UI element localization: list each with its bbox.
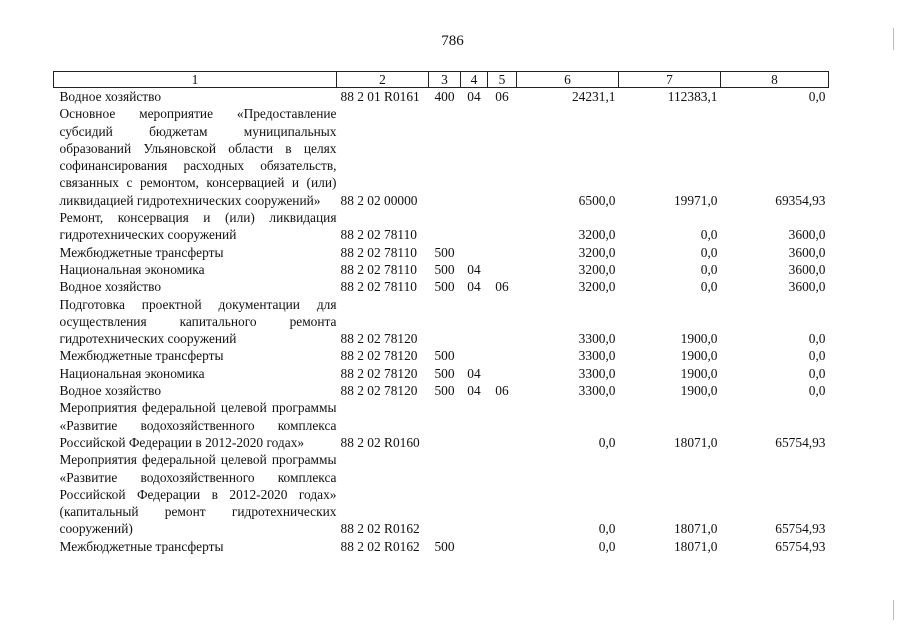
- row-name: Межбюджетные трансферты: [59, 538, 224, 554]
- row-name: Основное мероприятие «Предоставление субсидий бюджетам муниципальных образований Ульяновской области в целях софинансирования расходных обязательств, связанных с ремонтом, консервацией и (или) ликвидацией гидротехнических сооружений»: [59, 106, 337, 208]
- row-name: Межбюджетные трансферты: [59, 348, 224, 364]
- amount-col-7: 18071,0: [673, 434, 718, 450]
- row-name: Национальная экономика: [59, 365, 205, 381]
- budget-table: [53, 71, 829, 555]
- section-code: [461, 244, 488, 261]
- amount-col-8: 65754,93: [775, 521, 826, 537]
- amount-col-6: 3200,0: [578, 244, 616, 260]
- target-code: 88 2 02 R0162: [340, 538, 420, 554]
- amount-col-6: 24231,1: [571, 89, 616, 104]
- table-row: [54, 538, 829, 555]
- table-row: [54, 347, 829, 364]
- amount-col-8: 3600,0: [788, 227, 826, 243]
- expense-type-code: [429, 209, 461, 244]
- amount-col-8: 3600,0: [788, 244, 826, 260]
- amount-col-7: 1900,0: [680, 365, 718, 381]
- target-code: 88 2 02 78110: [340, 261, 417, 277]
- row-name: Водное хозяйство: [59, 89, 162, 104]
- expense-type-code: 500: [434, 383, 455, 399]
- expense-type-code: 400: [434, 89, 455, 104]
- page-number: 786: [441, 33, 464, 49]
- section-code: 04: [467, 383, 481, 399]
- target-code: 88 2 02 78120: [340, 348, 418, 364]
- section-code: 04: [467, 279, 481, 295]
- section-code: [461, 209, 488, 244]
- section-code: [461, 347, 488, 364]
- section-code: 04: [467, 89, 481, 104]
- header-row: [54, 72, 829, 88]
- column-header: 7: [619, 72, 721, 88]
- subsection-code: [488, 347, 517, 364]
- amount-col-8: 69354,93: [775, 192, 826, 208]
- column-header: 2: [337, 72, 429, 88]
- amount-col-8: 0,0: [808, 331, 826, 347]
- amount-col-7: 18071,0: [673, 521, 718, 537]
- amount-col-7: 0,0: [700, 244, 718, 260]
- expense-type-code: 500: [434, 279, 455, 295]
- amount-col-8: 3600,0: [788, 279, 826, 295]
- table-row: [54, 382, 829, 399]
- table-row: [54, 261, 829, 278]
- amount-col-6: 3300,0: [578, 365, 616, 381]
- subsection-code: [488, 296, 517, 348]
- amount-col-8: 0,0: [808, 348, 826, 364]
- amount-col-6: 6500,0: [578, 192, 616, 208]
- amount-col-6: 3300,0: [578, 383, 616, 399]
- amount-col-7: 19971,0: [673, 192, 718, 208]
- target-code: 88 2 02 78120: [340, 365, 418, 381]
- section-code: 04: [467, 365, 481, 381]
- amount-col-6: 3200,0: [578, 227, 616, 243]
- amount-col-7: 1900,0: [680, 331, 718, 347]
- column-header: 6: [517, 72, 619, 88]
- table-row: [54, 88, 829, 106]
- amount-col-7: 0,0: [700, 279, 718, 295]
- subsection-code: [488, 105, 517, 209]
- subsection-code: [488, 365, 517, 382]
- amount-col-7: 1900,0: [680, 383, 718, 399]
- section-code: [461, 451, 488, 537]
- subsection-code: [488, 538, 517, 555]
- amount-col-8: 0,0: [808, 383, 826, 399]
- expense-type-code: [429, 451, 461, 537]
- target-code: 88 2 02 78120: [340, 331, 418, 347]
- expense-type-code: 500: [434, 261, 455, 277]
- table-row: [54, 365, 829, 382]
- amount-col-7: 18071,0: [673, 538, 718, 554]
- amount-col-6: 3300,0: [578, 331, 616, 347]
- amount-col-8: 0,0: [808, 365, 826, 381]
- amount-col-8: 3600,0: [788, 261, 826, 277]
- table-row: [54, 278, 829, 295]
- column-header: 3: [429, 72, 461, 88]
- row-name: Водное хозяйство: [59, 383, 162, 399]
- subsection-code: [488, 451, 517, 537]
- table-row: [54, 209, 829, 244]
- subsection-code: [488, 244, 517, 261]
- table-row: [54, 244, 829, 261]
- amount-col-8: 65754,93: [775, 538, 826, 554]
- target-code: 88 2 02 78120: [340, 383, 418, 399]
- row-name: Ремонт, консервация и (или) ликвидация гидротехнических сооружений: [59, 210, 337, 243]
- row-name: Межбюджетные трансферты: [59, 244, 224, 260]
- section-code: 04: [467, 261, 481, 277]
- target-code: 88 2 01 R0161: [340, 89, 420, 104]
- column-header: 8: [721, 72, 829, 88]
- section-code: [461, 399, 488, 451]
- amount-col-6: 0,0: [598, 521, 616, 537]
- subsection-code: 06: [495, 383, 509, 399]
- subsection-code: [488, 209, 517, 244]
- amount-col-6: 0,0: [598, 538, 616, 554]
- scan-edge-mark: [893, 600, 894, 620]
- row-name: Национальная экономика: [59, 261, 205, 277]
- table-row: [54, 399, 829, 451]
- target-code: 88 2 02 R0162: [340, 521, 420, 537]
- column-header: 4: [461, 72, 488, 88]
- expense-type-code: 500: [434, 538, 455, 554]
- row-name: Мероприятия федеральной целевой программы «Развитие водохозяйственного комплекса Российской Федерации в 2012-2020 годах» (капитальный ремонт гидротехнических сооружений): [59, 452, 337, 537]
- amount-col-7: 112383,1: [667, 89, 718, 104]
- amount-col-6: 3200,0: [578, 279, 616, 295]
- amount-col-6: 0,0: [598, 434, 616, 450]
- table-body: [54, 88, 829, 556]
- amount-col-6: 3200,0: [578, 261, 616, 277]
- row-name: Подготовка проектной документации для осуществления капитального ремонта гидротехнических сооружений: [59, 296, 337, 347]
- row-name: Водное хозяйство: [59, 279, 162, 295]
- amount-col-7: 0,0: [700, 261, 718, 277]
- target-code: 88 2 02 78110: [340, 244, 417, 260]
- expense-type-code: [429, 296, 461, 348]
- column-header: 1: [54, 72, 337, 88]
- amount-col-6: 3300,0: [578, 348, 616, 364]
- expense-type-code: 500: [434, 348, 455, 364]
- expense-type-code: [429, 105, 461, 209]
- expense-type-code: [429, 399, 461, 451]
- subsection-code: [488, 261, 517, 278]
- subsection-code: 06: [495, 89, 509, 104]
- amount-col-7: 1900,0: [680, 348, 718, 364]
- section-code: [461, 538, 488, 555]
- amount-col-7: 0,0: [700, 227, 718, 243]
- table-row: [54, 105, 829, 209]
- amount-col-8: 65754,93: [775, 434, 826, 450]
- target-code: 88 2 02 00000: [340, 192, 418, 208]
- row-name: Мероприятия федеральной целевой программы «Развитие водохозяйственного комплекса Российской Федерации в 2012-2020 годах»: [59, 400, 337, 450]
- section-code: [461, 296, 488, 348]
- table-row: [54, 296, 829, 348]
- amount-col-8: 0,0: [808, 89, 826, 104]
- target-code: 88 2 02 78110: [340, 227, 417, 243]
- subsection-code: 06: [495, 279, 509, 295]
- expense-type-code: 500: [434, 244, 455, 260]
- section-code: [461, 105, 488, 209]
- table-row: [54, 451, 829, 537]
- target-code: 88 2 02 78110: [340, 279, 417, 295]
- column-header: 5: [488, 72, 517, 88]
- expense-type-code: 500: [434, 365, 455, 381]
- subsection-code: [488, 399, 517, 451]
- target-code: 88 2 02 R0160: [340, 434, 420, 450]
